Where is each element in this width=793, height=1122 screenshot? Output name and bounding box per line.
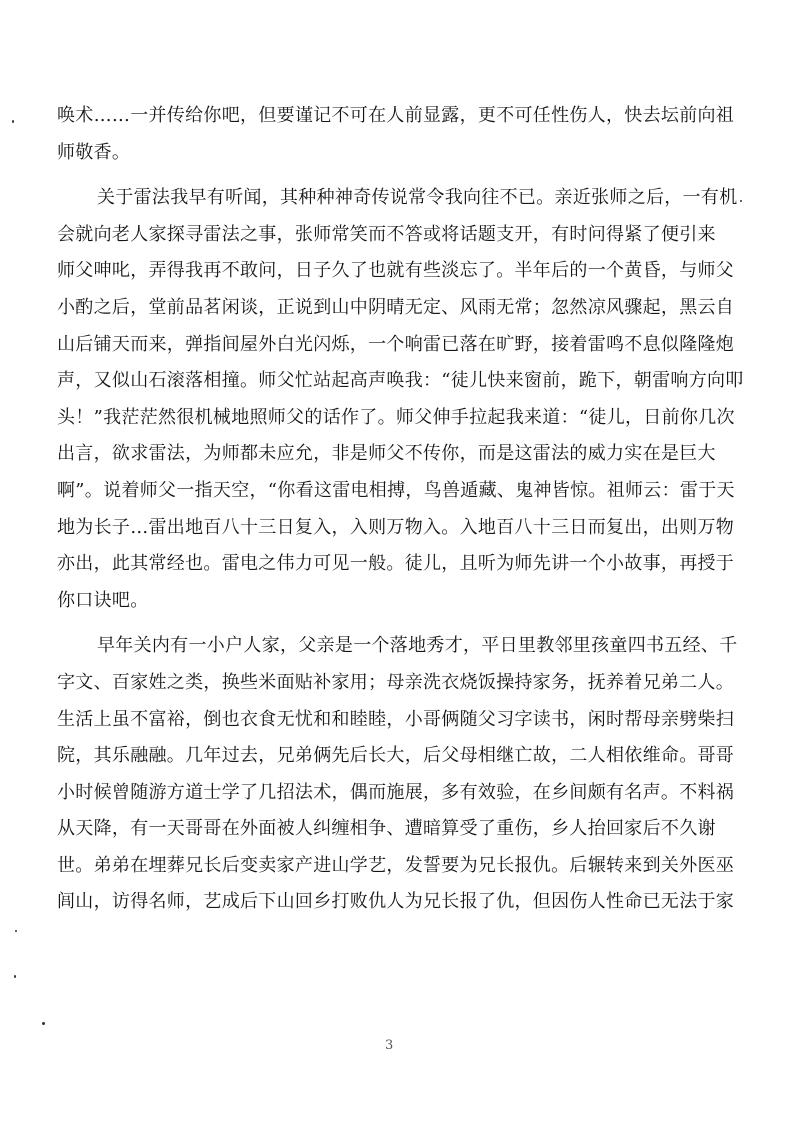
scan-speck bbox=[15, 930, 17, 932]
paragraph-1 bbox=[57, 98, 747, 171]
text-line: 师父呻叱，弄得我再不敢问，日子久了也就有些淡忘了。半年后的一个黄昏，与师父 bbox=[57, 260, 735, 282]
scan-speck bbox=[42, 1022, 45, 1025]
page-number: 3 bbox=[385, 1038, 394, 1053]
paragraph-3 bbox=[57, 628, 747, 921]
text-line: 唤术……一并传给你吧，但要谨记不可在人前显露，更不可任性伤人，快去坛前向祖 bbox=[57, 105, 735, 126]
text-line: 师敬香。 bbox=[57, 141, 131, 163]
text-line: 小酌之后，堂前品茗闲谈，正说到山中阴晴无定、风雨无常；忽然凉风骤起，黑云自 bbox=[57, 296, 735, 318]
scan-speck bbox=[740, 200, 742, 202]
text-line: 亦出，此其常经也。雷电之伟力可见一般。徒儿，且听为师先讲一个小故事，再授于 bbox=[57, 553, 735, 575]
text-line: 闾山，访得名师，艺成后下山回乡打败仇人为兄长报了仇，但因伤人性命已无法于家 bbox=[57, 891, 735, 913]
text-line: 关于雷法我早有听闻，其种种神奇传说常令我向往不已。亲近张师之后，一有机 bbox=[97, 187, 738, 209]
text-line: 你口诀吧。 bbox=[57, 589, 149, 611]
text-line: 小时候曾随游方道士学了几招法术，偶而施展，多有效验，在乡间颇有名声。不料祸 bbox=[57, 781, 735, 803]
text-line: 地为长子…雷出地百八十三日复入，入则万物入。入地百八十三日而复出，出则万物 bbox=[57, 516, 735, 538]
text-line: 早年关内有一小户人家，父亲是一个落地秀才，平日里教邻里孩童四书五经、千 bbox=[97, 635, 738, 657]
text-line: 字文、百家姓之类，换些米面贴补家用；母亲洗衣烧饭操持家务，抚养着兄弟二人。 bbox=[57, 671, 735, 693]
text-line: 院，其乐融融。几年过去，兄弟俩先后长大，后父母相继亡故，二人相依维命。哥哥 bbox=[57, 745, 735, 767]
text-line: 世。弟弟在埋葬兄长后变卖家产进山学艺，发誓要为兄长报仇。后辗转来到关外医巫 bbox=[57, 854, 735, 876]
text-line: 啊”。说着师父一指天空，“你看这雷电相搏，鸟兽遁藏、鬼神皆惊。祖师云：雷于天 bbox=[57, 479, 735, 501]
scan-speck bbox=[12, 120, 14, 123]
body-text bbox=[57, 98, 747, 921]
paragraph-2 bbox=[57, 180, 747, 619]
text-line: 山后铺天而来，弹指间屋外白光闪烁，一个响雷已落在旷野，接着雷鸣不息似隆隆炮 bbox=[57, 333, 735, 355]
text-line: 出言，欲求雷法，为师都未应允，非是师父不传你，而是这雷法的威力实在是巨大 bbox=[57, 443, 716, 465]
text-line: 生活上虽不富裕，倒也衣食无忧和和睦睦，小哥俩随父习字读书，闲时帮母亲劈柴扫 bbox=[57, 708, 735, 730]
text-line: 从天降，有一天哥哥在外面被人纠缠相争、遭暗算受了重伤，乡人抬回家后不久谢 bbox=[57, 818, 716, 840]
text-line: 头！”我茫茫然很机械地照师父的话作了。师父伸手拉起我来道：“徒儿，日前你几次 bbox=[57, 406, 735, 428]
text-line: 声，又似山石滚落相撞。师父忙站起高声唤我：“徒儿快来窗前，跪下，朝雷响方向叩 bbox=[57, 370, 744, 392]
text-line: 会就向老人家探寻雷法之事，张师常笑而不答或将话题支开，有时问得紧了便引来 bbox=[57, 223, 716, 245]
scan-speck bbox=[14, 975, 16, 978]
